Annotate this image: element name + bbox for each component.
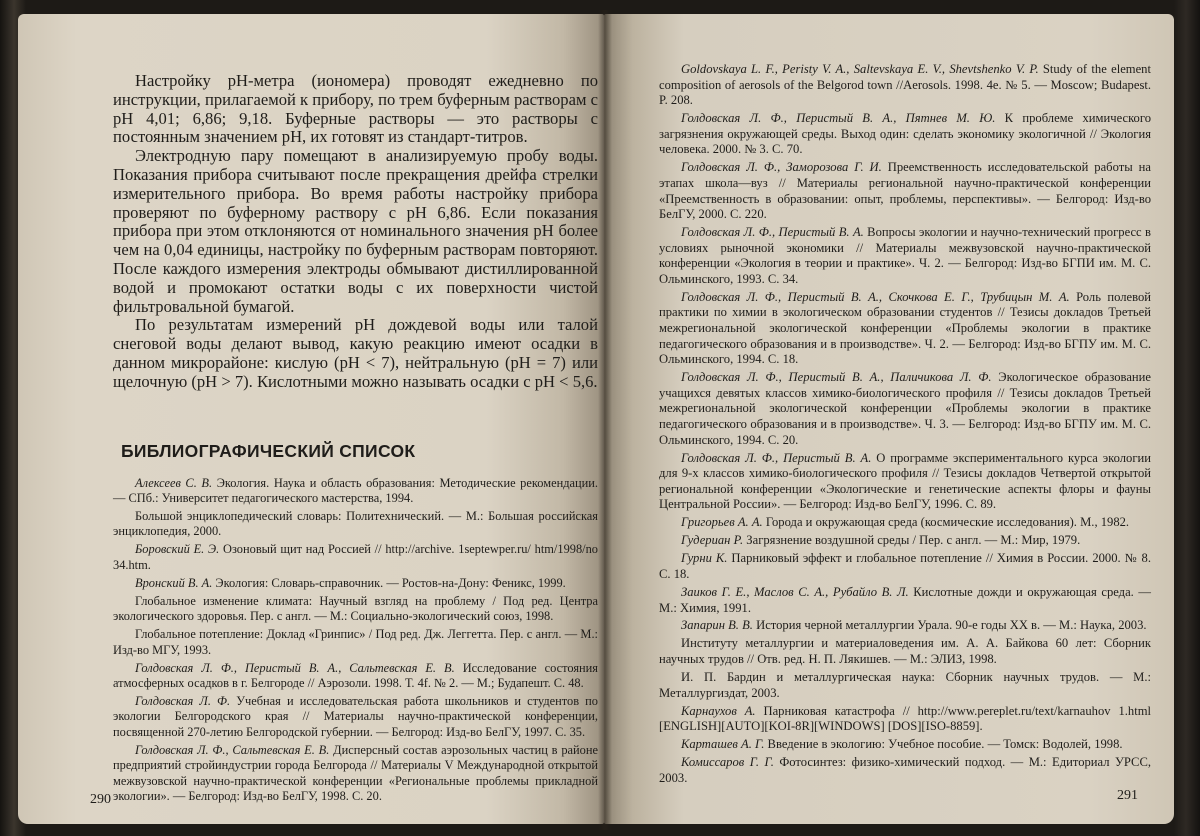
paragraph: Настройку pH-метра (иономера) проводят ежедневно по инструкции, прилагаемой к прибору, по трем буферным растворам с pH 4,01; 6,86; 9,18. Буферные растворы — это растворы с постоянным значением pH, их готовят из стандарт-титров. <box>113 71 598 147</box>
reference-item <box>659 111 1151 158</box>
reference-text: Озоновый щит над Россией // http://archive. 1septewper.ru/ htm/1998/no 34.htm. <box>113 542 598 572</box>
reference-item <box>659 160 1151 222</box>
reference-author: Голдовская Л. Ф., Сальтевская Е. В. <box>135 742 330 757</box>
reference-text: Экология. Наука и область образования: Методические рекомендации. — СПб.: Университет педагогического мастерства, 1994. <box>113 475 598 505</box>
reference-text: Парниковая катастрофа // http://www.pereplet.ru/text/karnauhov 1.html [ENGLISH][AUTO][KOI-8R][WINDOWS] [DOS][ISO-8859]. <box>659 703 1152 734</box>
body-text <box>113 72 598 392</box>
reference-item <box>113 743 598 805</box>
book-gutter <box>598 10 612 830</box>
reference-item <box>659 551 1151 582</box>
left-page-column <box>113 72 598 807</box>
reference-text: Введение в экологию: Учебное пособие. — Томск: Водолей, 1998. <box>764 737 1123 752</box>
reference-author: Голдовская Л. Ф., Перистый В. А., Сальтевская Е. В. <box>135 660 455 675</box>
left-page <box>18 14 604 824</box>
reference-author: Григорьев А. А. <box>681 515 763 530</box>
reference-author: Голдовская Л. Ф., Перистый В. А. <box>681 450 872 465</box>
reference-text: Роль полевой практики по химии в экологическом образовании студентов // Тезисы докладов Третьей межрегиональной экологической конференции «Проблемы экологии в практике педагогического образования и в производстве». Ч. 2. — Белгород: Изд-во БГПУ им. М. С. Ольминского, 1994. С. 18. <box>659 289 1151 367</box>
reference-text: Дисперсный состав аэрозольных частиц в районе предприятий стройиндустрии города Белгорода // Материалы V Международной открытой межвузовской научно-практической конференции «Региональные проблемы прикладной экологии». — Белгород: Изд-во БелГУ, 1998. С. 20. <box>113 742 598 804</box>
reference-author: Гурни К. <box>681 551 728 566</box>
bibliography-heading: БИБЛИОГРАФИЧЕСКИЙ СПИСОК <box>121 440 416 461</box>
reference-item <box>659 370 1151 448</box>
reference-author: Алексеев С. В. <box>135 475 213 490</box>
reference-item <box>659 670 1151 701</box>
paragraph: По результатам измерений pH дождевой воды или талой снеговой воды делают вывод, какую реакцию имеют осадки в данном микрорайоне: кислую (pH < 7), нейтральную (pH = 7) или щелочную (pH > 7). Кислотными можно называть осадки с pH < 5,6. <box>113 315 598 391</box>
reference-text: История черной металлургии Урала. 90-е годы XX в. — М.: Наука, 2003. <box>752 618 1147 633</box>
reference-item <box>659 451 1151 513</box>
reference-author: Голдовская Л. Ф., Заморозова Г. И. <box>681 160 882 175</box>
reference-author: Голдовская Л. Ф., Перистый В. А., Пятнев М. Ю. <box>681 111 996 126</box>
reference-text: Глобальное изменение климата: Научный взгляд на проблему / Под ред. Центра экологического здоровья. Пер. с англ. — М.: Социально-экологический союз, 1998. <box>113 593 598 624</box>
reference-text: Глобальное потепление: Доклад «Гринпис» / Под ред. Дж. Леггетта. Пер. с англ. — М.: Изд-во МГУ, 1993. <box>113 627 598 657</box>
reference-item <box>113 661 598 692</box>
reference-text: Исследование состояния атмосферных осадков в г. Белгороде // Аэрозоли. 1998. Т. 4f. № 2. — М.; Будапешт. С. 48. <box>113 660 598 690</box>
reference-text: К проблеме химического загрязнения окружающей среды. Выход один: сделать экономику экологичной // Экология человека. 2000. № 3. С. 70. <box>659 111 1151 157</box>
reference-text: Институту металлургии и материаловедения им. А. А. Байкова 60 лет: Сборник научных трудов // Отв. ред. Н. П. Лякишев. — М.: ЭЛИЗ, 1998. <box>659 636 1151 667</box>
reference-text: Кислотные дожди и окружающая среда. — М.: Химия, 1991. <box>659 584 1151 615</box>
reference-author: Запарин В. В. <box>681 618 753 633</box>
reference-text: И. П. Бардин и металлургическая наука: Сборник научных трудов. — М.: Металлургиздат, 2003. <box>659 670 1151 700</box>
reference-author: Заиков Г. Е., Маслов С. А., Рубайло В. Л. <box>681 584 909 599</box>
reference-text: Города и окружающая среда (космические исследования). М., 1982. <box>762 515 1130 530</box>
reference-item <box>659 585 1151 616</box>
reference-text: Парниковый эффект и глобальное потепление // Химия в России. 2000. № 8. С. 18. <box>659 551 1151 581</box>
reference-item <box>113 627 598 658</box>
reference-author: Вронский В. А. <box>135 575 213 590</box>
reference-text: О программе экспериментального курса экологии для 9-х классов химико-биологического профиля // Тезисы докладов Четвертой открытой региональной конференции «Экологические и генетические аспекты флоры и фауны Центральной России». — Белгород: Изд-во БелГУ, 1996. С. 89. <box>659 450 1151 512</box>
reference-author: Goldovskaya L. F., Peristy V. A., Saltevskaya E. V., Shevtshenko V. P. <box>681 62 1039 76</box>
paragraph: Электродную пару помещают в анализируемую пробу воды. Показания прибора считывают после прекращения дрейфа стрелки измерительного прибора. Во время работы настройку прибора проверяют по буферному раствору с pH 6,86. Если показания прибора при этом отклоняются от номинального значения pH более чем на 0,04 единицы, настройку по буферным растворам повторяют. После каждого измерения электроды обмывают дистиллированной водой и промокают остатки воды с их поверхности чистой фильтровальной бумагой. <box>113 146 598 316</box>
reference-item <box>659 704 1151 735</box>
reference-author: Голдовская Л. Ф., Перистый В. А., Паличикова Л. Ф. <box>681 370 992 385</box>
reference-item <box>113 694 598 740</box>
right-page-column <box>659 62 1151 789</box>
reference-author: Гудериан Р. <box>681 533 744 548</box>
reference-text: Учебная и исследовательская работа школьников и студентов по экологии Белгородского края // Материалы научно-практической конференции, посвященной 270-летию Белгородской губернии. — Белгород: Изд-во БелГУ, 1997. С. 35. <box>113 693 598 739</box>
reference-text: Study of the element composition of aerosols of the Belgorod town //Aerosols. 1998. 4e. № 5. — Moscow; Budapest. P. 208. <box>659 62 1151 108</box>
reference-author: Голдовская Л. Ф., Перистый В. А. <box>681 225 864 240</box>
reference-item <box>659 636 1151 667</box>
reference-item <box>113 476 598 507</box>
reference-item <box>113 542 598 573</box>
reference-author: Комиссаров Г. Г. <box>681 755 774 770</box>
reference-text: Большой энциклопедический словарь: Политехнический. — М.: Большая российская энциклопедия, 2000. <box>113 508 598 539</box>
reference-author: Карташев А. Г. <box>681 737 765 752</box>
reference-item <box>113 576 598 591</box>
reference-item <box>659 515 1151 531</box>
reference-text: Преемственность исследовательской работы на этапах школа—вуз // Материалы региональной научно-практической конференции «Преемственность в образовании: опыт, проблемы, перспективы». — Белгород: Изд-во БелГУ, 2000. С. 220. <box>659 160 1151 222</box>
reference-item <box>659 737 1151 753</box>
reference-author: Карнаухов А. <box>681 703 756 718</box>
bibliography-list-right <box>659 62 1151 786</box>
reference-author: Голдовская Л. Ф. <box>135 693 231 708</box>
page-number-right: 291 <box>1117 788 1138 803</box>
reference-item <box>659 225 1151 287</box>
reference-text: Загрязнение воздушной среды / Пер. с англ. — М.: Мир, 1979. <box>743 533 1081 548</box>
reference-item <box>659 290 1151 368</box>
reference-item <box>113 594 598 625</box>
reference-item <box>659 618 1151 634</box>
reference-author: Голдовская Л. Ф., Перистый В. А., Скочкова Е. Г., Трубицын М. А. <box>681 289 1070 304</box>
reference-item <box>659 533 1151 549</box>
bibliography-list-left <box>113 476 598 805</box>
reference-text: Вопросы экологии и научно-технический прогресс в условиях рыночной экономики // Материалы межвузовской научно-практической конференции «Экология в теории и практике». Ч. 2. — Белгород: Изд-во БГПИ им. М. С. Ольминского, 1993. С. 34. <box>659 225 1151 286</box>
reference-item <box>113 509 598 540</box>
reference-text: Экологическое образование учащихся девятых классов химико-биологического профиля // Тезисы докладов Третьей межрегиональной экологической конференции «Проблемы экологии в практике педагогического образования и в производстве». Ч. 3. — Белгород: Изд-во БГПУ им. М. С. Ольминского, 1994. С. 20. <box>659 370 1151 447</box>
reference-text: Фотосинтез: физико-химический подход. — М.: Едиториал УРСС, 2003. <box>659 755 1151 785</box>
reference-item <box>659 62 1151 109</box>
page-number-left: 290 <box>90 792 111 807</box>
reference-author: Боровский Е. Э. <box>135 542 220 557</box>
reference-text: Экология: Словарь-справочник. — Ростов-на-Дону: Феникс, 1999. <box>212 575 566 590</box>
right-page <box>604 14 1174 824</box>
reference-item <box>659 755 1151 786</box>
